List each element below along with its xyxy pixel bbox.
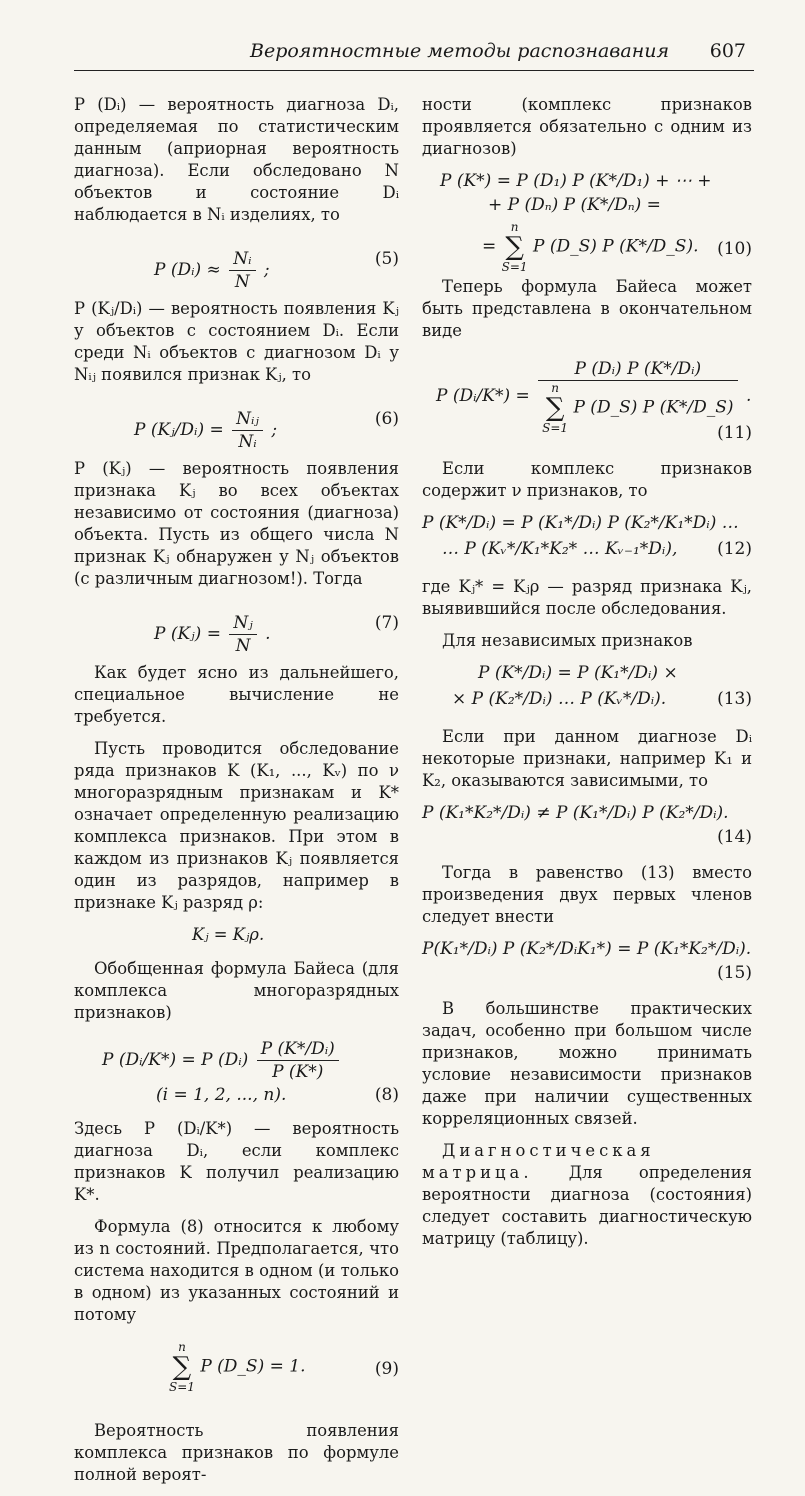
formula-13: P (K*/Dᵢ) = P (K₁*/Dᵢ) × × P (K₂*/Dᵢ) … P (Kᵥ*/Dᵢ). (13) (452, 663, 752, 709)
paragraph: Вероятность появления комплекса признаков по формуле полной вероят- (74, 1421, 399, 1484)
paragraph: P (Kⱼ) — вероятность появления признака Kⱼ во всех объектах независимо от состояния (диагноза) объекта. Пусть из общего числа N признак Kⱼ обнаружен у Nⱼ объектов (с различным диагнозом!). Тогда (74, 459, 399, 588)
equation-number: (6) (374, 409, 399, 429)
paragraph: P (Dᵢ) — вероятность диагноза Dᵢ, определяемая по статистическим данным (априорная вероятность диагноза). Если обследовано N объектов и состояние Dᵢ наблюдается в Nᵢ изделиях, то (74, 95, 399, 224)
equation-number: (14) (717, 827, 752, 847)
section-heading: Диагностическая матрица. (422, 1141, 655, 1182)
equation-number: (10) (717, 239, 752, 259)
paragraph: В большинстве практических задач, особенно при большом числе признаков, можно принимать условие независимости признаков даже при наличии существенных корреляционных связей. (422, 999, 752, 1128)
equation-number: (13) (717, 689, 752, 709)
paragraph: Как будет ясно из дальнейшего, специальное вычисление не требуется. (74, 663, 399, 726)
right-column (422, 94, 752, 1260)
equation-number: (8) (374, 1085, 399, 1105)
paragraph: Здесь P (Dᵢ/K*) — вероятность диагноза Dᵢ, если комплекс признаков K получил реализацию K*. (74, 1119, 399, 1204)
running-title: Вероятностные методы распознавания (250, 40, 670, 62)
page-header (74, 36, 754, 71)
formula-6: P (Kⱼ/Dᵢ) = $\frac{\text{Nᵢⱼ}}{\text{Nᵢ}}$ ; (6) (134, 409, 399, 452)
paragraph: Если при данном диагнозе Dᵢ некоторые признаки, например K₁ и K₂, оказываются зависимыми, то (422, 727, 752, 790)
paragraph: Диагностическая матрица. Для определения вероятности диагноза (состояния) следует составить диагностическую матрицу (таблицу). (422, 1141, 752, 1248)
equation-number: (15) (717, 963, 752, 983)
paragraph: Формула (8) относится к любому из n состояний. Предполагается, что система находится в одном (и только в одном) из указанных состояний и потому (74, 1217, 399, 1324)
formula-11: P (Dᵢ/K*) = P (Dᵢ) P (K*/Dᵢ) n ∑ S=1 P (D_S) P (K*/D_S) . (11) (436, 359, 752, 443)
formula-8: P (Dᵢ/K*) = P (Dᵢ) $\frac{\text{P (K*/Dᵢ)}}{P (K*)}$ (i = 1, 2, ..., n). (8) (102, 1039, 399, 1105)
formula-10: P (K*) = P (D₁) P (K*/D₁) + ⋯ + + P (Dₙ) P (K*/Dₙ) = = n ∑ S=1 P (D_S) P (K*/D_S). (10) (440, 171, 752, 274)
paragraph: Тогда в равенство (13) вместо произведения двух первых членов следует внести (422, 863, 752, 926)
paragraph: Пусть проводится обследование ряда признаков K (K₁, ..., Kᵥ) по ν многоразрядным признакам и K* означает определенную реализацию комплекса признаков. При этом в каждом из признаков Kⱼ появляется один из разрядов, например в признаке Kⱼ разряд ρ: (74, 739, 399, 912)
formula-15: P(K₁*/Dᵢ) P (K₂*/DᵢK₁*) = P (K₁*K₂*/Dᵢ). (15) (422, 939, 752, 983)
paragraph: Для независимых признаков (442, 631, 693, 650)
formula-7: P (Kⱼ) = $\frac{\text{Nⱼ}}{N}$ . (7) (154, 613, 399, 656)
equation-number: (5) (374, 249, 399, 269)
formula-14: P (K₁*K₂*/Dᵢ) ≠ P (K₁*/Dᵢ) P (K₂*/Dᵢ). (14) (422, 803, 752, 847)
paragraph: где Kⱼ* = Kⱼρ — разряд признака Kⱼ, выявившийся после обследования. (422, 577, 752, 618)
equation-number: (12) (717, 539, 752, 559)
paragraph: ности (комплекс признаков проявляется обязательно с одним из диагнозов) (422, 95, 752, 158)
equation-number: (9) (374, 1359, 399, 1379)
paragraph: Обобщенная формула Байеса (для комплекса многоразрядных признаков) (74, 959, 399, 1022)
formula-5: P (Dᵢ) ≈ $\frac{\text{Nᵢ}}{N}$ ; (5) (154, 249, 399, 292)
page-number: 607 (709, 40, 746, 62)
paragraph: Теперь формула Байеса может быть представлена в окончательном виде (422, 277, 752, 340)
equation-number: (7) (374, 613, 399, 633)
formula-kj: Kⱼ = Kⱼρ. (192, 925, 265, 944)
paragraph: P (Kⱼ/Dᵢ) — вероятность появления Kⱼ у объектов с состоянием Dᵢ. Если среди Nᵢ объектов с диагнозом Dᵢ у Nᵢⱼ появился признак Kⱼ, то (74, 299, 399, 384)
left-column (74, 94, 399, 1496)
formula-12: P (K*/Dᵢ) = P (K₁*/Dᵢ) P (K₂*/K₁*Dᵢ) … … P (Kᵥ*/K₁*K₂* … Kᵥ₋₁*Dᵢ), (12) (422, 513, 752, 559)
equation-number: (11) (717, 423, 752, 443)
paragraph: Если комплекс признаков содержит ν признаков, то (422, 459, 752, 500)
formula-9: n ∑ S=1 P (D_S) = 1. (9) (169, 1340, 399, 1394)
